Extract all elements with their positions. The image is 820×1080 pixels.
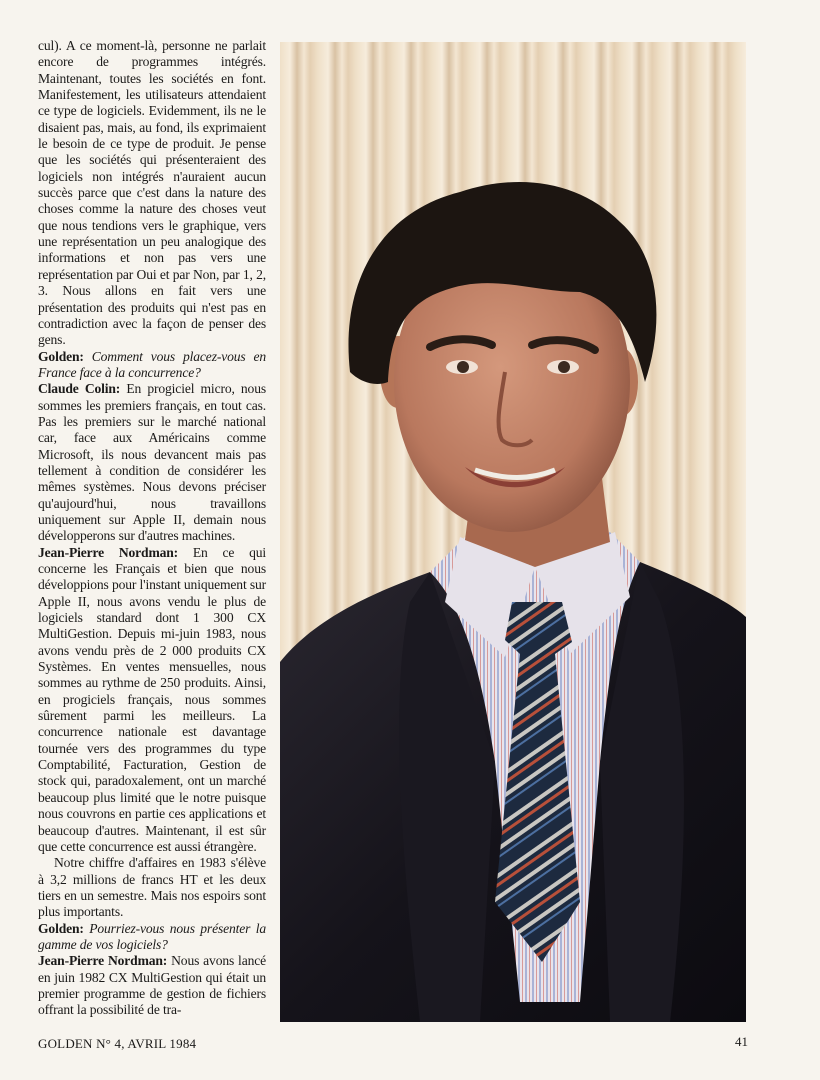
answer-text: En progiciel micro, nous sommes les premiers français, en tout cas. Pas les premiers sur le marché national car, face aux Américains comme Microsoft, ils nous devancent mais pas tellement à condition de considérer les mêmes systèmes. Nous devons préciser qu'aujourd'hui, nous travaillons uniquement sur Apple II, demain nous développerons sur d'autres machines. [38, 381, 266, 544]
question-text: Comment vous placez-vous en France face à la concurrence? [38, 348, 267, 380]
question-paragraph [38, 349, 266, 382]
answer-paragraph [38, 545, 266, 856]
tie-knot [505, 602, 572, 654]
speaker-name: Jean-Pierre Nordman: [38, 544, 179, 560]
speaker-name: Golden: [38, 348, 84, 364]
speaker-name: Golden: [38, 920, 84, 936]
issue-footer: GOLDEN N° 4, AVRIL 1984 [38, 1036, 197, 1051]
answer-text: Nous avons lancé en juin 1982 CX MultiGestion qui était un premier programme de gestion de fichiers offrant la possibilité de tra- [38, 953, 266, 1018]
article-paragraph: cul). A ce moment-là, personne ne parlait encore de programmes intégrés. Maintenant, toutes les sociétés en font. Manifestement, les utilisateurs attendaient ce type de logiciels. Evidemment, ils ne le disaient pas, mais, au fond, ils exprimaient le besoin de ce type de produit. Je pense que les sociétés qui présenteraient des logiciels non intégrés n'auraient aucun succès parce que c'est dans la nature des choses comme la nature des choses veut que nous tendions vers le graphique, vers une représentation un peu analogique des informations et non pas vers une représentation par Oui et par Non, par 1, 2, 3. Nous allons en fait vers une présentation des produits qui n'est pas en contradiction avec la façon de penser des gens. [38, 38, 266, 348]
article-paragraph: Notre chiffre d'affaires en 1983 s'élève à 3,2 millions de francs HT et les deux tiers en un semestre. Mais nos espoirs sont plus importants. [38, 855, 266, 920]
question-text: Pourriez-vous nous présenter la gamme de vos logiciels? [38, 920, 266, 952]
answer-paragraph [38, 953, 266, 1018]
portrait-photo [280, 42, 746, 1022]
answer-text: En ce qui concerne les Français et bien que nous développions pour l'instant uniquement sur Apple II, nous avons vendu le plus de logiciels standard dont 1 300 CX MultiGestion. Depuis mi-juin 1983, nous avons vendu près de 2 000 produits CX Systèmes. En ventes mensuelles, nous sommes au rythme de 250 produits. Ainsi, en progiciels français, nous sommes sûrement parmi les meilleurs. La concurrence nationale est davantage tournée vers des programmes du type Comptabilité, Facturation, Gestion de stock qui, paradoxalement, ont un marché beaucoup plus limité que le notre puisque nous couvrons en partie ces applications et beaucoup d'autres. Maintenant, il est sûr que cette concurrence est aussi étrangère. [38, 544, 266, 854]
answer-paragraph [38, 381, 266, 544]
speaker-name: Jean-Pierre Nordman: [38, 953, 168, 969]
speaker-name: Claude Colin: [38, 381, 121, 397]
question-paragraph [38, 921, 266, 954]
article-column [38, 38, 266, 1019]
portrait-illustration [280, 42, 746, 1022]
page-number: 41 [735, 1034, 748, 1049]
